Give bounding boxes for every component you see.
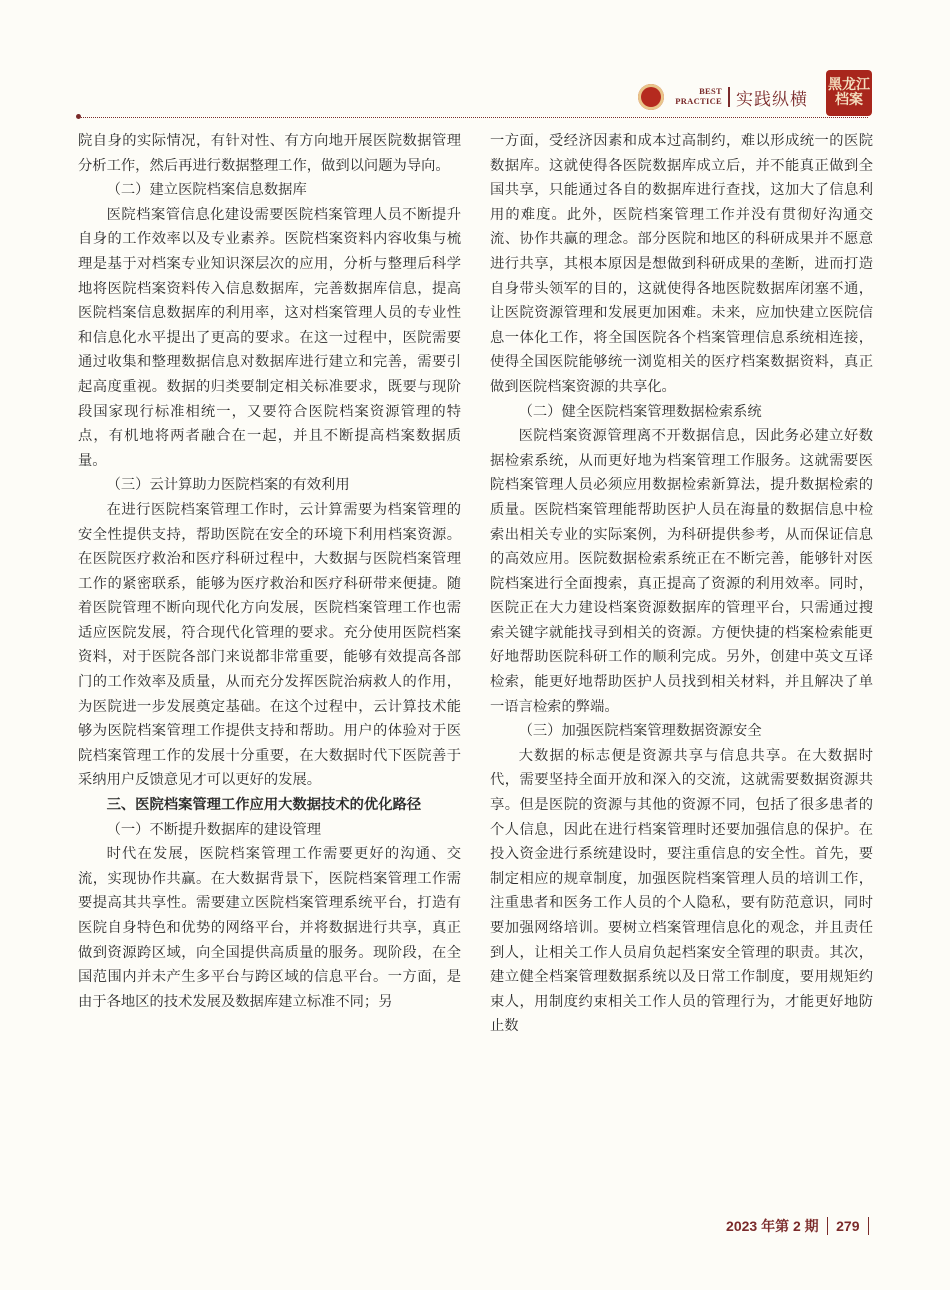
page-number: 279 [836,1218,860,1234]
section-title: 实践纵横 [736,90,808,109]
right-column [490,129,873,1039]
body-paragraph: 医院档案管信息化建设需要医院档案管理人员不断提升自身的工作效率以及专业素养。医院档案资料内容收集与梳理是基于对档案专业知识深层次的应用，分析与整理后科学地将医院档案资料传入信息数据库，完善数据库信息，提高医院档案信息数据库的利用率，这对档案管理人员的专业性和信息化水平提出了更高的要求。在这一过程中，医院需要通过收集和整理数据信息对数据库进行建立和完善，需要引起高度重视。数据的归类要制定相关标准要求，既要与现阶段国家现行标准相统一，又要符合医院档案资源管理的特点，有机地将两者融合在一起，并且不断提高档案数据质量。 [78,206,461,469]
header-rule-dot [76,114,81,119]
publication-emblem-icon [638,84,664,110]
section-heading: 三、医院档案管理工作应用大数据技术的优化路径 [106,797,422,814]
header-separator [728,87,730,107]
body-paragraph: 时代在发展，医院档案管理工作需要更好的沟通、交流，实现协作共赢。在大数据背景下，医院档案管理工作需要提高其共享性。需要建立医院档案管理系统平台，打造有医院自身特色和优势的网络平台，并将数据进行共享，真正做到资源跨区域，向全国提供高质量的服务。现阶段，在全国范围内并未产生多平台与跨区域的信息平台。一方面，是由于各地区的技术发展及数据库建立标准不同；另 [78,846,461,1010]
continued-paragraph: 院自身的实际情况，有针对性、有方向地开展医院数据管理分析工作，然后再进行数据整理工作，做到以问题为导向。 [78,133,461,174]
body-paragraph: 医院档案资源管理离不开数据信息，因此务必建立好数据检索系统，从而更好地为档案管理工作服务。这就需要医院档案管理人员必须应用数据检索新算法，提升数据检索的质量。医院档案管理能帮助医护人员在海量的数据信息中检索出相关专业的实际案例，为科研提供参考，从而保证信息的高效应用。医院数据检索系统正在不断完善，能够针对医院档案进行全面搜索，真正提高了资源的利用效率。同时，医院正在大力建设档案资源数据库的管理平台，只需通过搜索关键字就能找寻到相关的资源。方便快捷的档案检索能更好地帮助医院科研工作的顺利完成。另外，创建中英文互译检索，能更好地帮助医护人员找到相关材料，并且解决了单一语言检索的弊端。 [490,428,873,715]
body-paragraph: 在进行医院档案管理工作时，云计算需要为档案管理的安全性提供支持，帮助医院在安全的环境下利用档案资源。在医院医疗救治和医疗科研过程中，大数据与医院档案管理工作的紧密联系，能够为医疗救治和医疗科研带来便捷。随着医院管理不断向现代化方向发展，医院档案管理工作也需适应医院发展，符合现代化管理的要求。充分使用医院档案资料，对于医院各部门来说都非常重要，能够有效提高各部门的工作效率及质量，从而充分发挥医院治病救人的作用，为医院进一步发展奠定基础。在这个过程中，云计算技术能够为医院档案管理工作提供支持和帮助。用户的体验对于医院档案管理工作的发展十分重要，在大数据时代下医院善于采纳用户反馈意见才可以更好的发展。 [78,501,461,789]
subsection-heading: （三）云计算助力医院档案的有效利用 [106,477,350,494]
issue-label: 2023 年第 2 期 [726,1218,819,1234]
subsection-heading: （二）建立医院档案信息数据库 [106,182,307,199]
subsection-heading: （一）不断提升数据库的建设管理 [106,821,322,838]
footer-separator [827,1217,829,1235]
left-column [78,129,461,1014]
continued-paragraph: 一方面，受经济因素和成本过高制约，难以形成统一的医院数据库。这就使得各医院数据库成立后，并不能真正做到全国共享，只能通过各自的数据库进行查找，这加大了信息利用的难度。此外，医院档案管理工作并没有贯彻好沟通交流、协作共赢的理念。部分医院和地区的科研成果并不愿意进行共享，其根本原因是想做到科研成果的垄断，进而打造自身带头领军的目的，这就使得各地医院数据库闭塞不通，让医院资源管理和发展更加困难。未来，应加快建立医院信息一体化工作，将全国医院各个档案管理信息系统相连接，使得全国医院能够统一浏览相关的医疗档案数据资料，真正做到医院档案资源的共享化。 [490,133,873,395]
best-practice-label: BEST PRACTICE [675,86,722,106]
subsection-heading: （三）加强医院档案管理数据资源安全 [518,723,762,740]
subsection-heading: （二）健全医院档案管理数据检索系统 [518,403,762,420]
header-rule [78,117,868,118]
journal-seal-logo: 黑龙江档案 [826,70,872,116]
footer-end-bar [868,1217,870,1235]
page-header [0,0,950,125]
page-footer [726,1216,877,1236]
body-paragraph: 大数据的标志便是资源共享与信息共享。在大数据时代，需要坚持全面开放和深入的交流，这就需要数据资源共享。但是医院的资源与其他的资源不同，包括了很多患者的个人信息，因此在进行档案管理时还要加强信息的保护。在投入资金进行系统建设时，要注重信息的安全性。首先，要制定相应的规章制度，加强医院档案管理人员的培训工作，注重患者和医务工作人员的个人隐私，要有防范意识，同时要加强网络培训。要树立档案管理信息化的观念，并且责任到人，让相关工作人员肩负起档案安全管理的职责。其次，建立健全档案管理数据系统以及日常工作制度，要用规矩约束人，用制度约束相关工作人员的管理行为，才能更好地防止数 [490,747,873,1035]
